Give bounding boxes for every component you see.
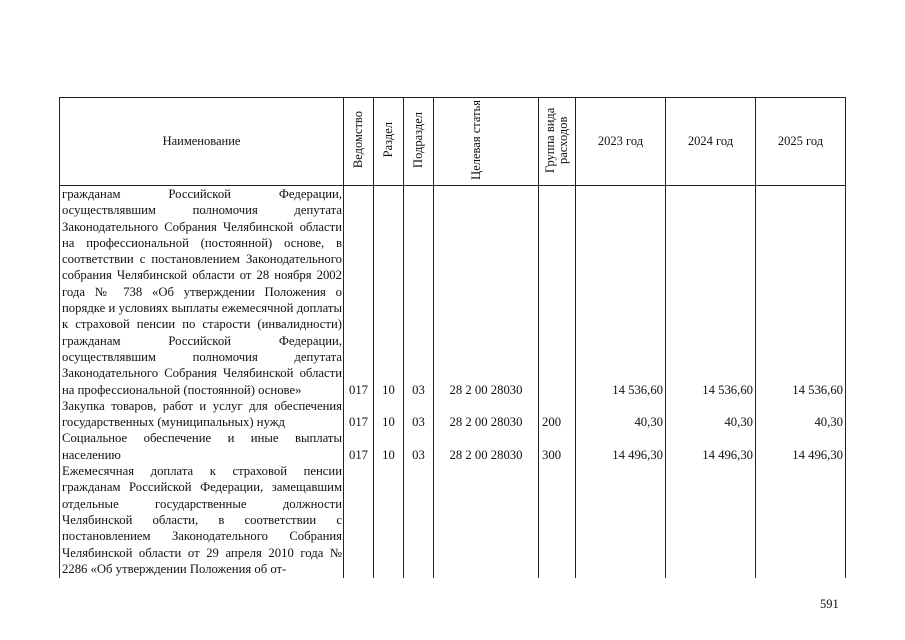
row-ved: 017 [344,186,374,398]
header-2023: 2023 год [576,98,666,186]
row-2024: 40,30 [666,398,756,431]
row-ved: 017 [344,430,374,463]
table-row [60,430,846,463]
table-header [60,98,846,186]
row-2025: 14 536,60 [756,186,846,398]
row-tsel [434,463,539,578]
row-2025: 14 496,30 [756,430,846,463]
row-grp [539,186,576,398]
row-razdel: 10 [374,430,404,463]
row-2023: 14 496,30 [576,430,666,463]
row-grp [539,463,576,578]
row-2024: 14 536,60 [666,186,756,398]
row-2023: 14 536,60 [576,186,666,398]
row-name: гражданам Российской Федерации, осуществлявшим полномочия депутата Законодательного Собрания Челябинской области на профессиональной (постоянной) основе, в соответствии с постановлением Законодательного собрания Челябинской области от 28 ноября 2002 года № 738 «Об утверждении Положения о порядке и условиях выплаты ежемесячной доплаты к страховой пенсии по старости (инвалидности) гражданам Российской Федерации, осуществлявшим полномочия депутата Законодательного Собрания Челябинской области на профессиональной (постоянной) основе» [60,186,344,398]
row-razdel: 10 [374,186,404,398]
header-name: Наименование [60,98,344,186]
table-row [60,463,846,578]
header-grp: Группа вида расходов [539,98,576,186]
row-podrazdel [404,463,434,578]
row-2024 [666,463,756,578]
row-name: Закупка товаров, работ и услуг для обеспечения государственных (муниципальных) нужд [60,398,344,431]
row-ved [344,463,374,578]
header-podrazdel: Подраздел [404,98,434,186]
header-2024: 2024 год [666,98,756,186]
row-2023: 40,30 [576,398,666,431]
row-razdel: 10 [374,398,404,431]
row-tsel: 28 2 00 28030 [434,186,539,398]
header-razdel: Раздел [374,98,404,186]
table-row [60,398,846,431]
row-grp: 300 [539,430,576,463]
row-tsel: 28 2 00 28030 [434,430,539,463]
budget-table [59,97,846,578]
budget-document [59,97,845,593]
row-2025 [756,463,846,578]
row-ved: 017 [344,398,374,431]
header-2025: 2025 год [756,98,846,186]
row-tsel: 28 2 00 28030 [434,398,539,431]
row-podrazdel: 03 [404,398,434,431]
row-name: Социальное обеспечение и иные выплаты населению [60,430,344,463]
row-grp: 200 [539,398,576,431]
row-razdel [374,463,404,578]
row-2025: 40,30 [756,398,846,431]
page-number: 591 [820,597,839,611]
table-row [60,186,846,398]
header-tsel: Целевая статья [434,98,539,186]
row-podrazdel: 03 [404,430,434,463]
row-2023 [576,463,666,578]
row-podrazdel: 03 [404,186,434,398]
header-ved: Ведомство [344,98,374,186]
row-name: Ежемесячная доплата к страховой пенсии гражданам Российской Федерации, замещавшим отдельные государственные должности Челябинской области, в соответствии с постановлением Законодательного Собрания Челябинской области от 29 апреля 2010 года № 2286 «Об утверждении Положения об от- [60,463,344,578]
row-2024: 14 496,30 [666,430,756,463]
